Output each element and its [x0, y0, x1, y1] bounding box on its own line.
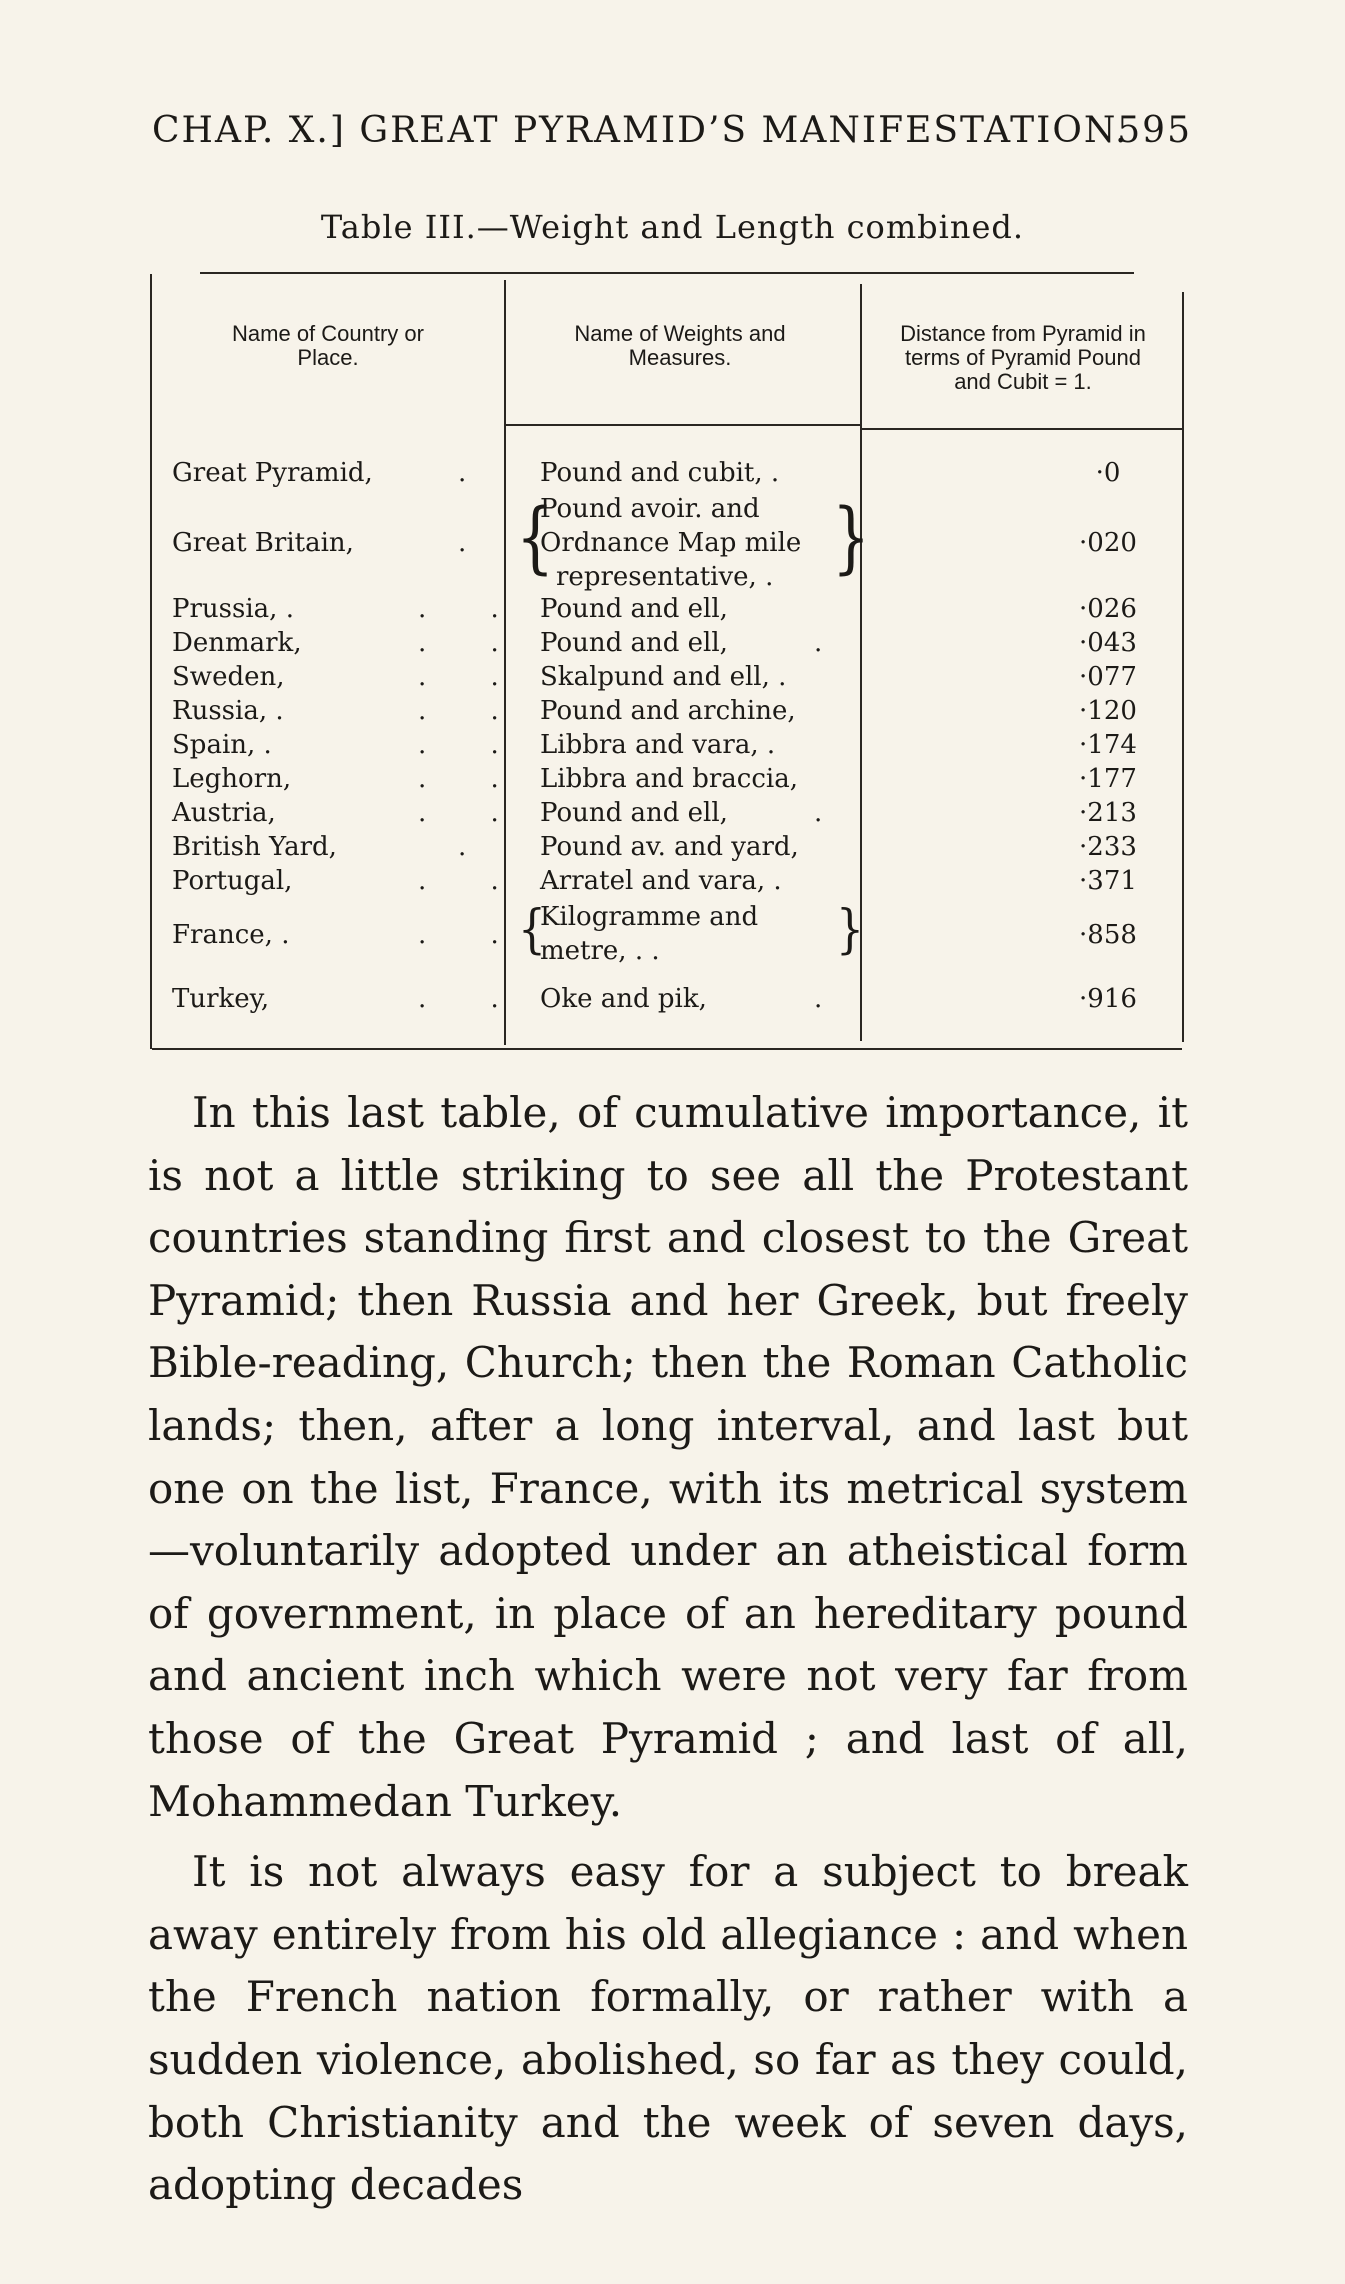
leader-dots: .	[814, 628, 823, 658]
distance-value: ·177	[1079, 764, 1137, 794]
header-rule-1	[506, 424, 860, 426]
right-brace: }	[832, 492, 871, 584]
country-name: France, .	[172, 920, 290, 950]
measure-name: Pound and ell,	[540, 594, 728, 624]
measure-name: Pound and ell,	[540, 628, 728, 658]
leader-dots: .	[814, 984, 823, 1014]
distance-value: ·371	[1079, 866, 1137, 896]
country-name: Great Pyramid,	[172, 458, 373, 488]
measure-name: Oke and pik,	[540, 984, 707, 1014]
country-name: Russia, .	[172, 696, 284, 726]
distance-value: ·077	[1079, 662, 1137, 692]
distance-value: ·043	[1079, 628, 1137, 658]
body-text	[148, 1082, 1188, 2217]
distance-value: ·0	[1095, 458, 1121, 488]
measure-name: Pound av. and yard,	[540, 832, 799, 862]
paragraph: It is not always easy for a subject to break away entirely from his old allegiance : and when the French nation formally, or rather with a sudden violence, abolished, so far as they could, both Christianity and the week of seven days, adopting decades	[148, 1847, 1188, 2210]
measure-name: metre, . .	[540, 936, 660, 966]
distance-value: ·020	[1079, 528, 1137, 558]
header-distance: Distance from Pyramid in terms of Pyramid Pound and Cubit = 1.	[900, 321, 1146, 394]
leader-dots: . .	[418, 696, 527, 726]
distance-value: ·233	[1079, 832, 1137, 862]
measure-name: Libbra and braccia,	[540, 764, 798, 794]
header-country: Name of Country or Place.	[232, 321, 424, 370]
table-bottom-rule	[152, 1048, 1182, 1050]
distance-value: ·120	[1079, 696, 1137, 726]
leader-dots: .	[458, 458, 495, 488]
leader-dots: .	[458, 832, 495, 862]
left-brace: {	[518, 898, 546, 960]
leader-dots: . .	[418, 866, 527, 896]
chapter-heading: CHAP. X.] GREAT PYRAMID’S MANIFESTATION.	[152, 110, 1129, 151]
measure-name: Kilogramme and	[540, 902, 759, 932]
distance-value: ·858	[1079, 920, 1137, 950]
country-name: Portugal,	[172, 866, 293, 896]
measure-name: Pound and ell,	[540, 798, 728, 828]
country-name: Turkey,	[172, 984, 270, 1014]
leader-dots: . .	[418, 594, 527, 624]
country-name: Leghorn,	[172, 764, 292, 794]
table-title: Table III.—Weight and Length combined.	[320, 208, 1025, 246]
country-name: Denmark,	[172, 628, 302, 658]
measure-name: Libbra and vara, .	[540, 730, 776, 760]
measure-name: Pound avoir. and	[540, 494, 760, 524]
header-rule-2	[862, 428, 1182, 430]
measure-name: Arratel and vara, .	[540, 866, 782, 896]
measure-name: Pound and archine,	[540, 696, 796, 726]
leader-dots: . .	[418, 920, 527, 950]
table-top-rule	[200, 272, 1134, 274]
table-row	[148, 494, 1184, 602]
distance-value: ·174	[1079, 730, 1137, 760]
country-name: Austria,	[172, 798, 276, 828]
measure-name: Pound and cubit, .	[540, 458, 780, 488]
running-head	[152, 110, 1192, 160]
country-name: Sweden,	[172, 662, 285, 692]
country-name: Spain, .	[172, 730, 272, 760]
distance-value: ·213	[1079, 798, 1137, 828]
country-name: Great Britain,	[172, 528, 354, 558]
leader-dots: .	[458, 528, 495, 558]
table-row	[148, 898, 1184, 972]
leader-dots: . .	[418, 730, 527, 760]
measure-name: Skalpund and ell, .	[540, 662, 787, 692]
country-name: Prussia, .	[172, 594, 294, 624]
header-measures: Name of Weights and Measures.	[574, 321, 786, 370]
leader-dots: .	[814, 798, 823, 828]
measure-name: Ordnance Map mile	[540, 528, 802, 558]
country-name: British Yard,	[172, 832, 337, 862]
leader-dots: . .	[418, 798, 527, 828]
page-number: 595	[1117, 110, 1192, 151]
paragraph: In this last table, of cumulative importance, it is not a little striking to see all the Protestant countries standing first and closest to the Great Pyramid; then Russia and her Greek, but freely Bible-reading, Church; then the Roman Catholic lands; then, after a long interval, and last but one on the list, France, with its metrical system—voluntarily adopted under an atheistical form of government, in place of an hereditary pound and ancient inch which were not very far from those of the Great Pyramid ; and last of all, Mohammedan Turkey.	[148, 1088, 1188, 1826]
right-brace: }	[836, 898, 864, 960]
distance-value: ·026	[1079, 594, 1137, 624]
leader-dots: . .	[418, 764, 527, 794]
measure-name: representative, .	[556, 562, 774, 592]
leader-dots: . .	[418, 628, 527, 658]
leader-dots: . .	[418, 662, 527, 692]
left-brace: {	[516, 492, 555, 584]
data-table	[148, 272, 1184, 1052]
distance-value: ·916	[1079, 984, 1137, 1014]
leader-dots: . .	[418, 984, 527, 1014]
